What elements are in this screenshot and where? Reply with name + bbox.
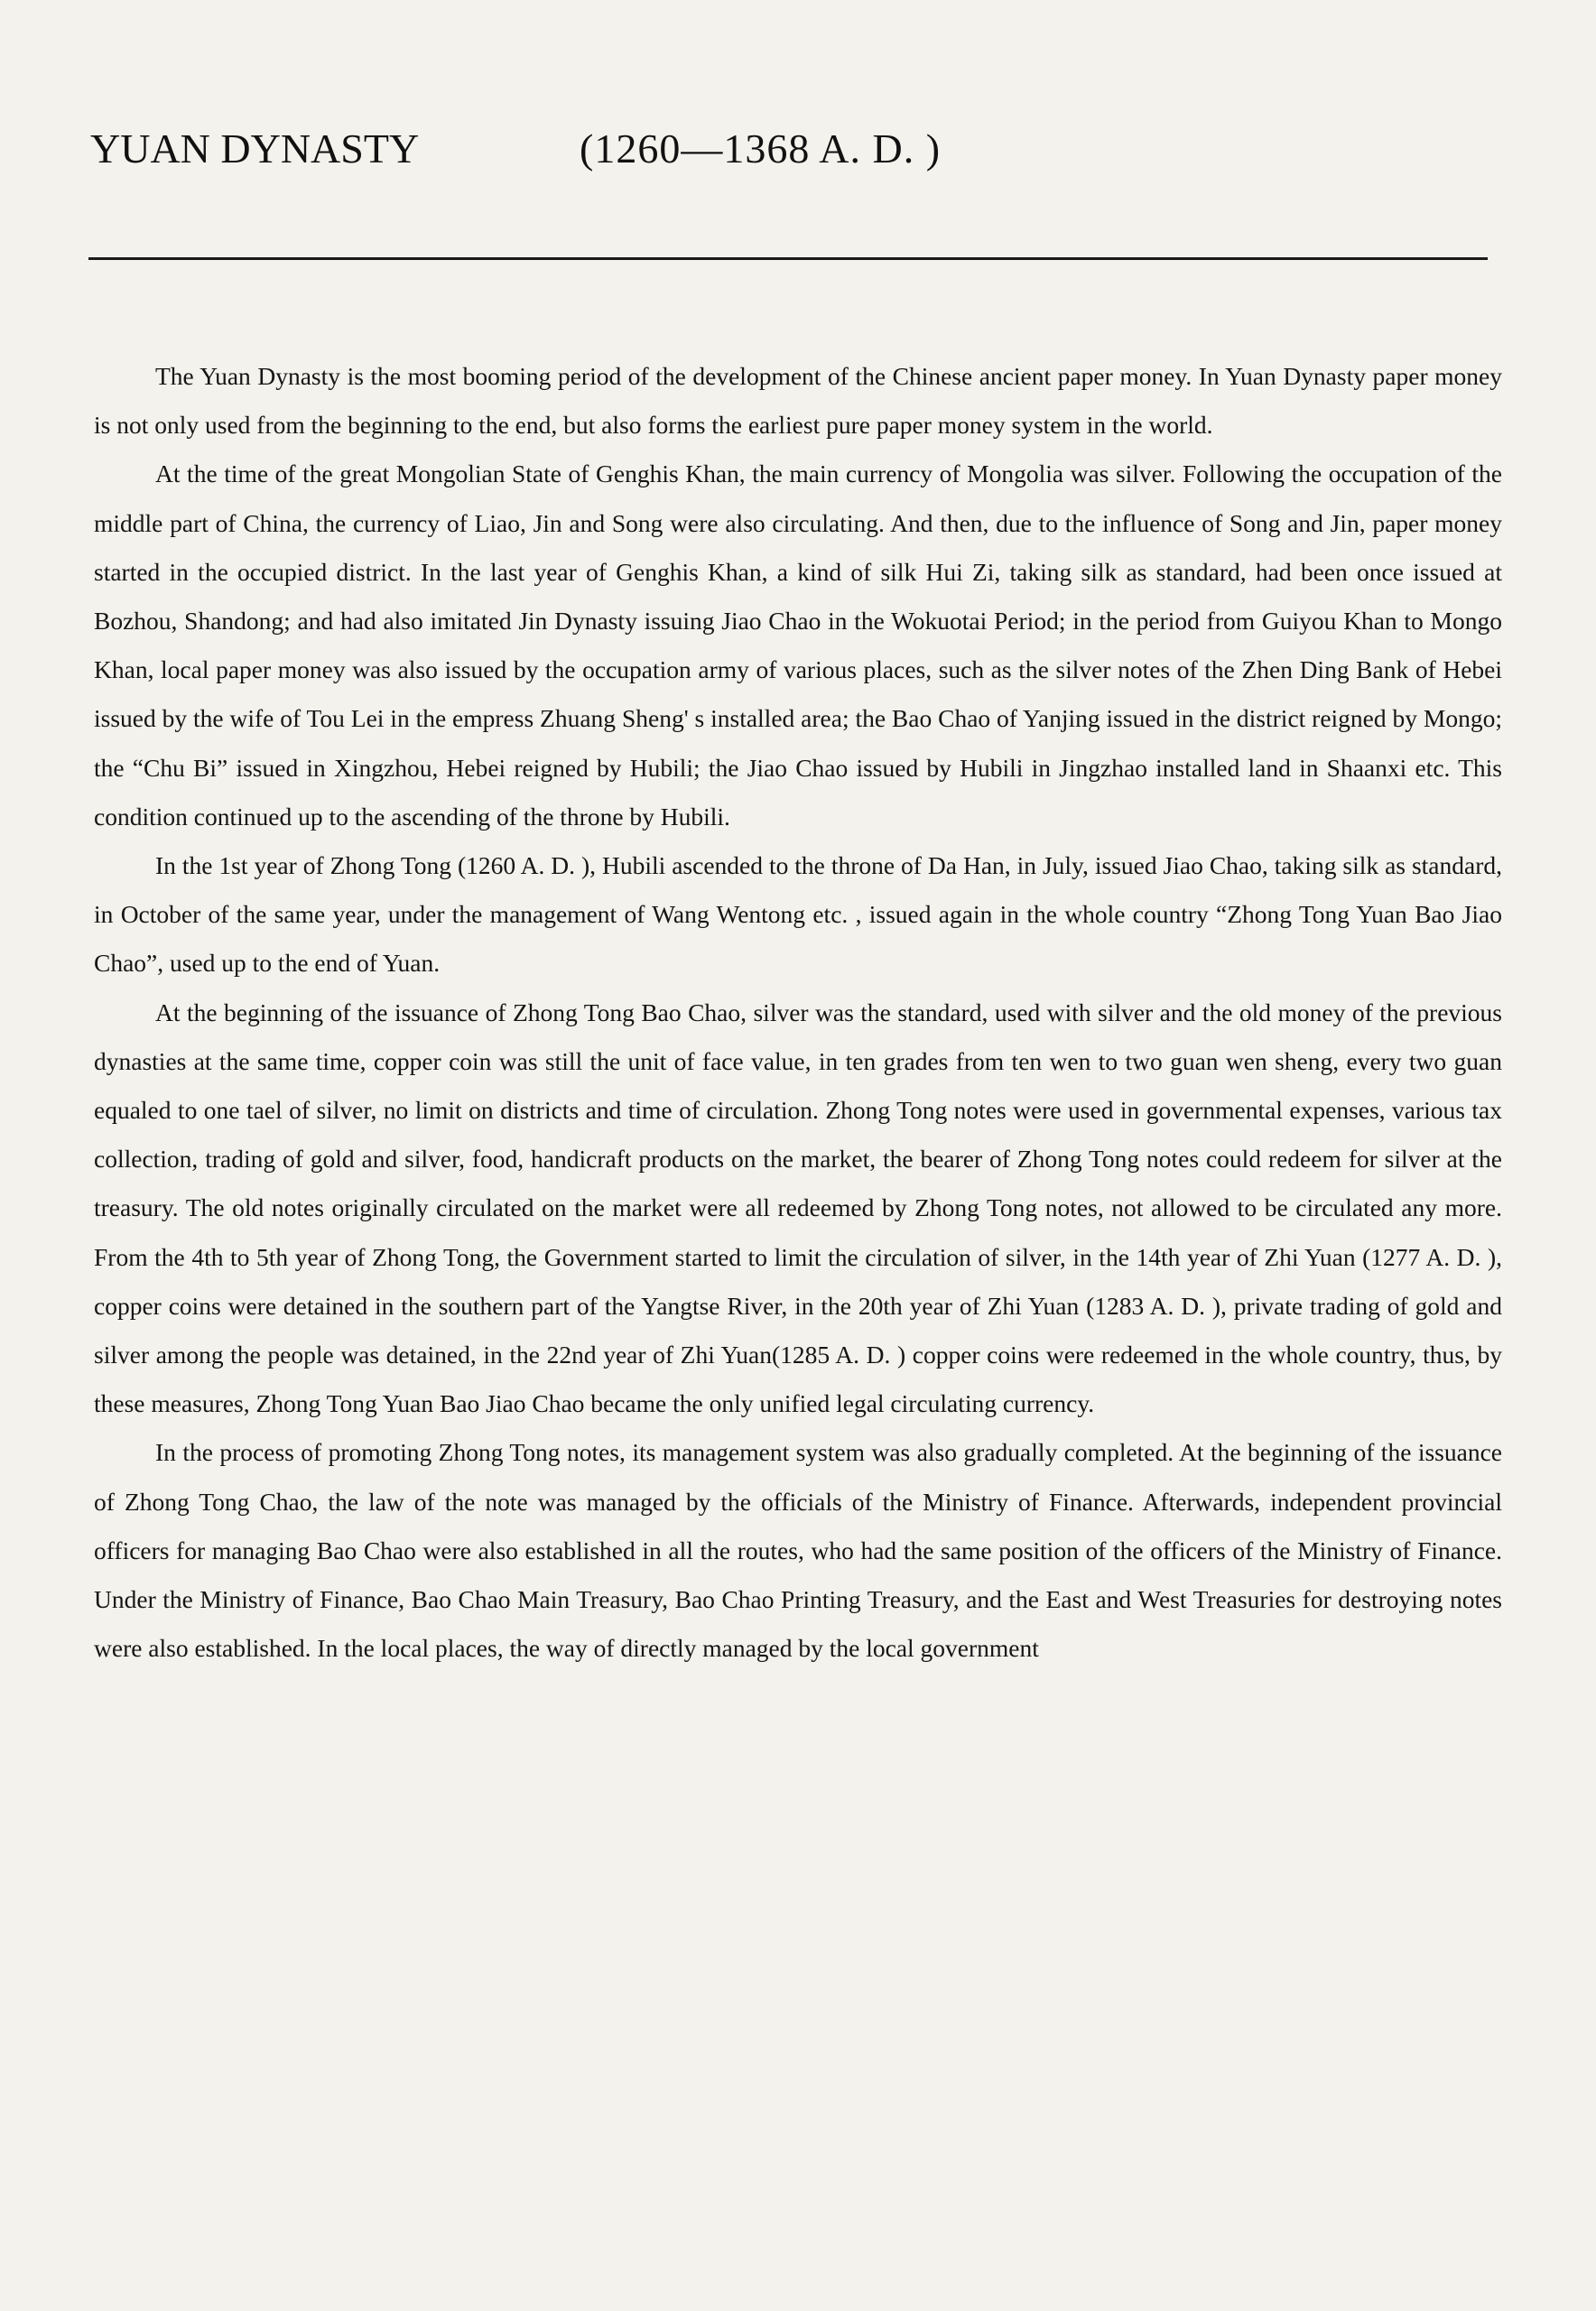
paragraph: At the time of the great Mongolian State of Genghis Khan, the main currency of Mongolia was silver. Following the occupation of the middle part of China, the currency of Liao, Jin and Song were also circulating. And then, due to the influence of Song and Jin, paper money started in the occupied district. In the last year of Genghis Khan, a kind of silk Hui Zi, taking silk as standard, had been once issued at Bozhou, Shandong; and had also imitated Jin Dynasty issuing Jiao Chao in the Wokuotai Period; in the period from Guiyou Khan to Mongo Khan, local paper money was also issued by the occupation army of various places, such as the silver notes of the Zhen Ding Bank of Hebei issued by the wife of Tou Lei in the empress Zhuang Sheng' s installed area; the Bao Chao of Yanjing issued in the district reigned by Mongo; the “Chu Bi” issued in Xingzhou, Hebei reigned by Hubili; the Jiao Chao issued by Hubili in Jingzhao installed land in Shaanxi etc. This condition continued up to the ascending of the throne by Hubili. <box>94 459 1502 831</box>
paragraph: At the beginning of the issuance of Zhong Tong Bao Chao, silver was the standard, used with silver and the old money of the previous dynasties at the same time, copper coin was still the unit of face value, in ten grades from ten wen to two guan wen sheng, every two guan equaled to one tael of silver, no limit on districts and time of circulation. Zhong Tong notes were used in governmental expenses, various tax collection, trading of gold and silver, food, handicraft products on the market, the bearer of Zhong Tong notes could redeem for silver at the treasury. The old notes originally circulated on the market were all redeemed by Zhong Tong notes, not allowed to be circulated any more. From the 4th to 5th year of Zhong Tong, the Government started to limit the circulation of silver, in the 14th year of Zhi Yuan (1277 A. D. ), copper coins were detained in the southern part of the Yangtse River, in the 20th year of Zhi Yuan (1283 A. D. ), private trading of gold and silver among the people was detained, in the 22nd year of Zhi Yuan(1285 A. D. ) copper coins were redeemed in the whole country, thus, by these measures, Zhong Tong Yuan Bao Jiao Chao became the only unified legal circulating currency. <box>94 998 1502 1418</box>
page-header <box>90 125 1499 197</box>
body-text <box>94 352 1502 1673</box>
paragraph: In the 1st year of Zhong Tong (1260 A. D. ), Hubili ascended to the throne of Da Han, in July, issued Jiao Chao, taking silk as standard, in October of the same year, under the management of Wang Wentong etc. , issued again in the whole country “Zhong Tong Yuan Bao Jiao Chao”, used up to the end of Yuan. <box>94 851 1502 978</box>
paragraph: The Yuan Dynasty is the most booming period of the development of the Chinese ancient paper money. In Yuan Dynasty paper money is not only used from the beginning to the end, but also forms the earliest pure paper money system in the world. <box>94 362 1502 440</box>
header-divider <box>88 257 1488 260</box>
dynasty-period: (1260—1368 A. D. ) <box>580 125 942 172</box>
page-title: YUAN DYNASTY <box>90 125 420 172</box>
paragraph: In the process of promoting Zhong Tong notes, its management system was also gradually completed. At the beginning of the issuance of Zhong Tong Chao, the law of the note was managed by the officials of the Ministry of Finance. Afterwards, independent provincial officers for managing Bao Chao were also established in all the routes, who had the same position of the officers of the Ministry of Finance. Under the Ministry of Finance, Bao Chao Main Treasury, Bao Chao Printing Treasury, and the East and West Treasuries for destroying notes were also established. In the local places, the way of directly managed by the local government <box>94 1438 1502 1663</box>
